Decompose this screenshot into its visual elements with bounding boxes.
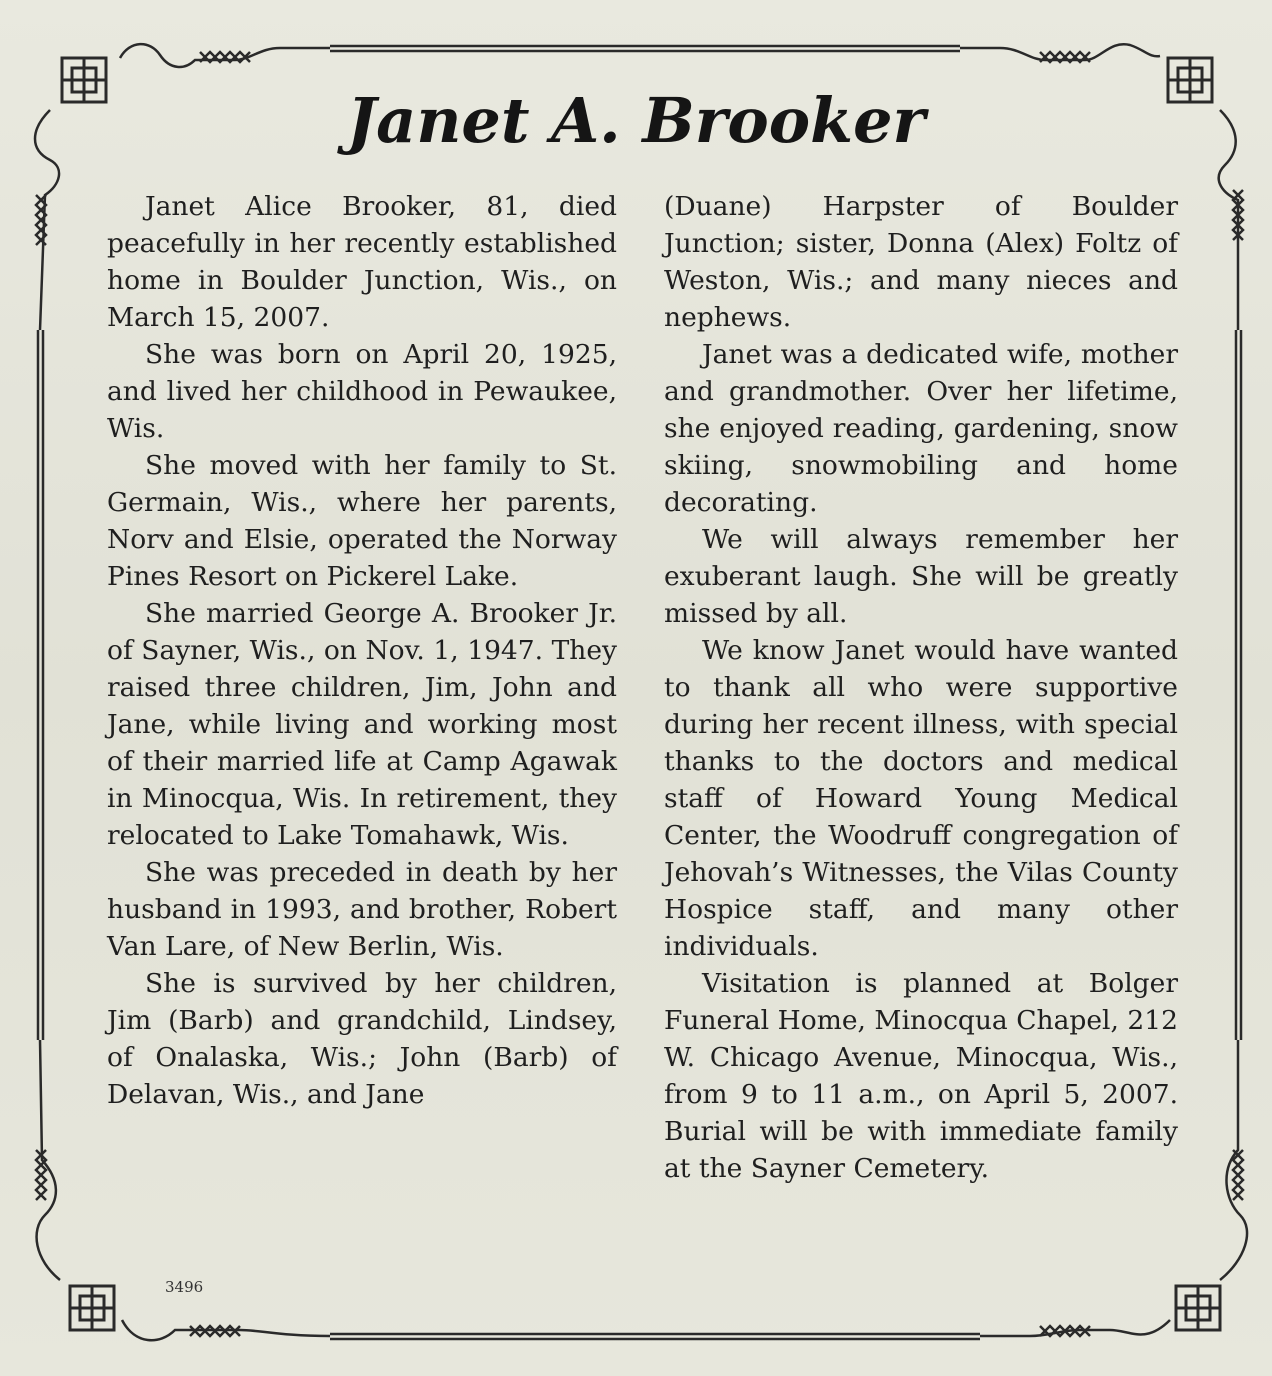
paragraph: She is survived by her children, Jim (Barb) and grandchild, Lindsey, of Onalaska, Wis.; John (Barb) of Delavan, Wis., and Jane — [107, 968, 617, 1110]
left-column — [107, 188, 617, 1113]
paragraph: She moved with her family to St. Germain, Wis., where her parents, Norv and Elsie, operated the Norway Pines Resort on Pickerel Lake. — [107, 450, 617, 592]
paragraph-continuation: (Duane) Harpster of Boulder Junction; sister, Donna (Alex) Foltz of Weston, Wis.; and many nieces and nephews. — [664, 191, 1178, 333]
paragraph: Visitation is planned at Bolger Funeral Home, Minocqua Chapel, 212 W. Chicago Avenue, Minocqua, Wis., from 9 to 11 a.m., on April 5, 2007. Burial will be with immediate family at the Sayner Cemetery. — [664, 968, 1178, 1184]
paragraph: We know Janet would have wanted to thank all who were supportive during her recent illness, with special thanks to the doctors and medical staff of Howard Young Medical Center, the Woodruff congregation of Jehovah’s Witnesses, the Vilas County Hospice staff, and many other individuals. — [664, 635, 1178, 962]
right-column — [664, 188, 1178, 1187]
paragraph: We will always remember her exuberant laugh. She will be greatly missed by all. — [664, 524, 1178, 629]
clipping-code: 3496 — [165, 1278, 204, 1296]
paragraph: She was born on April 20, 1925, and lived her childhood in Pewaukee, Wis. — [107, 339, 617, 444]
obituary-title: Janet A. Brooker — [346, 84, 926, 157]
paragraph: She married George A. Brooker Jr. of Sayner, Wis., on Nov. 1, 1947. They raised three children, Jim, John and Jane, while living and working most of their married life at Camp Agawak in Minocqua, Wis. In retirement, they relocated to Lake Tomahawk, Wis. — [107, 598, 617, 851]
paragraph: Janet Alice Brooker, 81, died peacefully in her recently established home in Boulder Junction, Wis., on March 15, 2007. — [107, 191, 617, 333]
paragraph: Janet was a dedicated wife, mother and grandmother. Over her lifetime, she enjoyed reading, gardening, snow skiing, snowmobiling and home decorating. — [664, 339, 1178, 518]
paragraph: She was preceded in death by her husband in 1993, and brother, Robert Van Lare, of New Berlin, Wis. — [107, 857, 617, 962]
